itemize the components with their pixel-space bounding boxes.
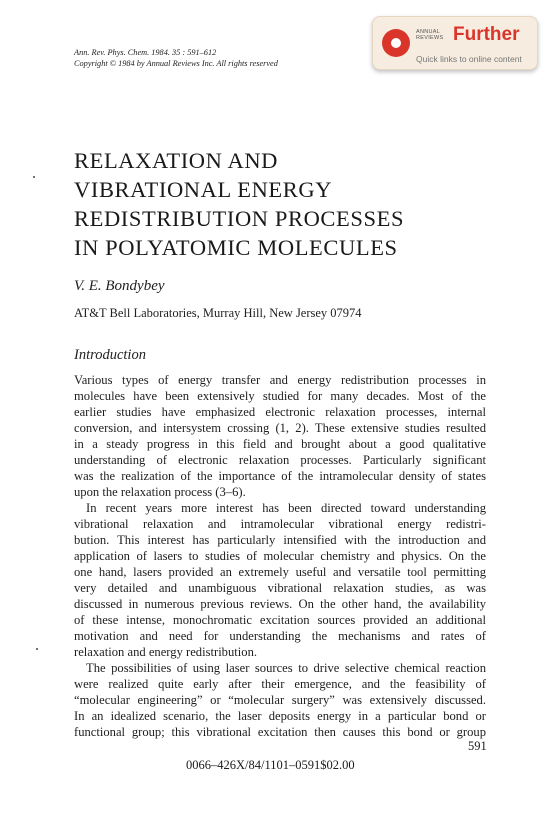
body-line: one hand, lasers provided an extremely useful and versatile tool permitting	[74, 565, 486, 579]
body-line: The possibilities of using laser sources to drive selective chemical reaction	[86, 661, 486, 675]
title-line-4: IN POLYATOMIC MOLECULES	[74, 235, 398, 260]
journal-citation	[74, 47, 278, 69]
body-line: was the realization of the importance of the intramolecular density of states	[74, 469, 486, 483]
body-line: conversion, and intersystem crossing (1, 2). These extensive studies resulted	[74, 421, 486, 435]
badge-brand-line-1: ANNUAL	[416, 29, 441, 35]
page-number: 591	[468, 739, 487, 753]
body-line: understanding of electronic relaxation processes. Particularly significant	[74, 453, 486, 467]
body-line: application of lasers to studies of molecular chemistry and physics. On the	[74, 549, 486, 563]
title-line-2: VIBRATIONAL ENERGY	[74, 177, 333, 202]
badge-subtext: Quick links to online content	[416, 54, 522, 64]
body-line: functional group; this vibrational excitation then causes this bond or group	[74, 725, 486, 739]
body-line: motivation and need for understanding the mechanisms and rates of	[74, 629, 486, 643]
body-line: very detailed and unambiguous vibrational relaxation studies, as was	[74, 581, 486, 595]
badge-brand	[416, 29, 443, 41]
section-heading: Introduction	[74, 347, 146, 363]
body-line: vibrational relaxation and intramolecular vibrational energy redistri-	[74, 517, 486, 531]
body-line: of these intense, monochromatic excitation sources provided an additional	[74, 613, 486, 627]
body-line: earlier studies have emphasized electronic relaxation processes, internal	[74, 405, 486, 419]
citation-line-2: Copyright © 1984 by Annual Reviews Inc. All rights reserved	[74, 59, 278, 68]
title-line-1: RELAXATION AND	[74, 148, 279, 173]
citation-line-1: Ann. Rev. Phys. Chem. 1984. 35 : 591–612	[74, 48, 217, 57]
author-affiliation: AT&T Bell Laboratories, Murray Hill, New Jersey 07974	[74, 306, 362, 320]
body-line: relaxation and energy redistribution.	[74, 645, 258, 659]
title-line-3: REDISTRIBUTION PROCESSES	[74, 206, 405, 231]
body-line: molecules have been extensively studied for many decades. Most of the	[74, 389, 486, 403]
annual-reviews-logo-icon	[382, 29, 410, 57]
scan-speck	[36, 648, 38, 650]
body-line: In recent years more interest has been directed toward understanding	[86, 501, 486, 515]
body-line: “molecular engineering” or “molecular surgery” was extensively discussed.	[74, 693, 486, 707]
scan-speck	[33, 176, 35, 178]
body-line: bution. This interest has particularly intensified with the introduction and	[74, 533, 486, 547]
body-line: in a steady progress in this field and brought about a good qualitative	[74, 437, 486, 451]
body-line: Various types of energy transfer and energy redistribution processes in	[74, 373, 486, 387]
body-line: In an idealized scenario, the laser deposits energy in a particular bond or	[74, 709, 486, 723]
badge-brand-line-2: REVIEWS	[416, 35, 444, 41]
author-name: V. E. Bondybey	[74, 278, 165, 294]
article-code: 0066–426X/84/1101–0591$02.00	[186, 758, 355, 772]
further-reading-badge[interactable]	[372, 16, 538, 70]
body-line: upon the relaxation process (3–6).	[74, 485, 246, 499]
body-line: were realized quite early after their emergence, and the feasibility of	[74, 677, 486, 691]
body-line: discussed in numerous previous reviews. On the other hand, the availability	[74, 597, 486, 611]
badge-headline: Further	[453, 24, 520, 45]
article-title	[74, 146, 404, 262]
